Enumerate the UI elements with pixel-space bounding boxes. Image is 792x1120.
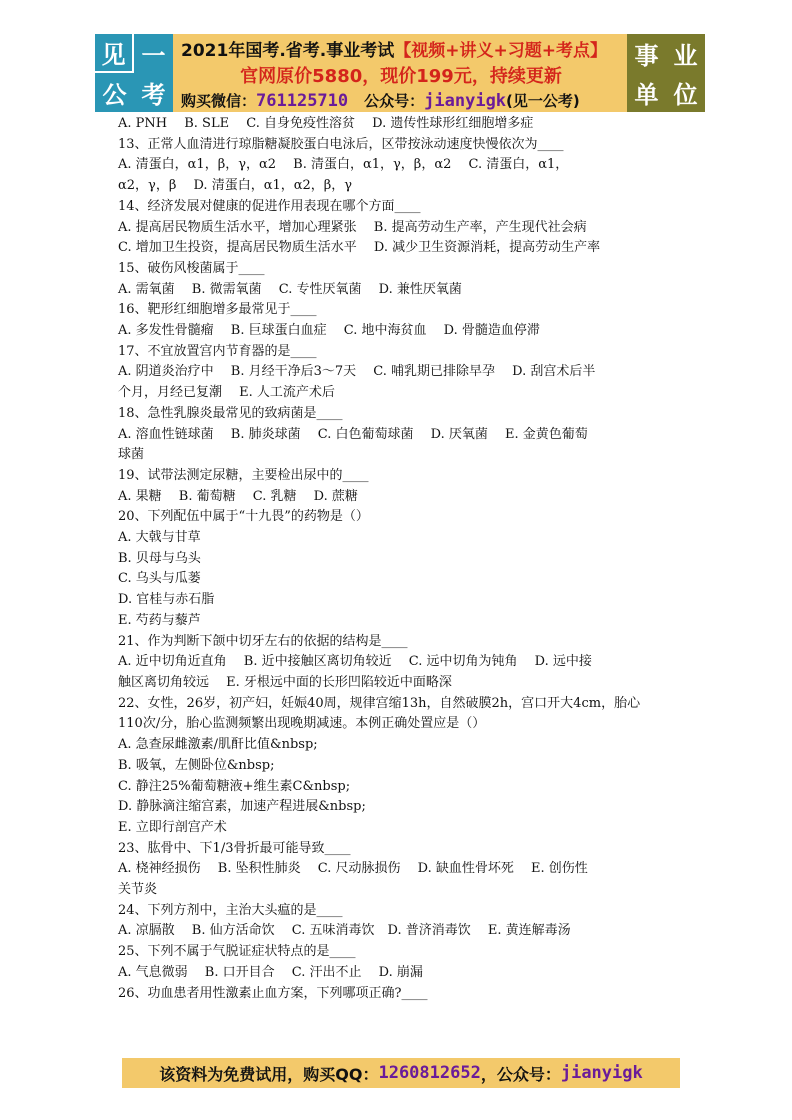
badge-char: 一 [141, 42, 166, 70]
question-stem: 15、破伤风梭菌属于____ [118, 260, 265, 276]
footer-gzh: jianyigk [560, 1063, 643, 1083]
question-stem: 13、正常人血清进行琼脂糖凝胶蛋白电泳后，区带按泳动速度快慢依次为____ [118, 136, 564, 152]
text-line: A. 气息微弱 B. 口开目合 C. 汗出不止 D. 崩漏 [118, 964, 423, 980]
text-line: A. 清蛋白，α1，β，γ，α2 B. 清蛋白，α1，γ，β，α2 C. 清蛋白，α1， [118, 157, 569, 173]
text-line: 个月，月经已复潮 E. 人工流产术后 [118, 385, 335, 401]
badge-char: 公 [102, 81, 127, 109]
footer-qq: 1260812652 [378, 1063, 481, 1083]
question-stem: 14、经济发展对健康的促进作用表现在哪个方面____ [118, 198, 421, 214]
question-stem: 18、急性乳腺炎最常见的致病菌是____ [118, 405, 343, 421]
question-stem: 21、作为判断下颌中切牙左右的依据的结构是____ [118, 633, 408, 649]
badge-char: 业 [673, 42, 698, 70]
text-line: A. 急查尿雌激素/肌酐比值&nbsp; [118, 737, 318, 753]
badge-char: 单 [634, 81, 659, 109]
promo-highlight: 【视频+讲义+习题+考点】 [394, 41, 607, 61]
question-stem: 24、下列方剂中，主治大头瘟的是____ [118, 902, 343, 918]
brand-badge-left [95, 34, 173, 112]
text-line: A. PNH B. SLE C. 自身免疫性溶贫 D. 遗传性球形红细胞增多症 [118, 116, 534, 131]
text-line: E. 立即行剖宫产术 [118, 819, 227, 835]
footer-banner [122, 1058, 680, 1088]
text-line: C. 静注25%葡萄糖液+维生素C&nbsp; [118, 778, 351, 794]
text-line: A. 阴道炎治疗中 B. 月经干净后3～7天 C. 哺乳期已排除早孕 D. 刮宫术后半 [118, 364, 596, 380]
question-stem: 22、女性，26岁，初产妇，妊娠40周，规律宫缩13h，自然破膜2h，宫口开大4cm，胎心 [118, 695, 641, 711]
text-line: A. 溶血性链球菌 B. 肺炎球菌 C. 白色葡萄球菌 D. 厌氧菌 E. 金黄色葡萄 [118, 426, 588, 442]
question-stem: 23、肱骨中、下1/3骨折最可能导致____ [118, 840, 351, 856]
badge-char: 见 [95, 34, 134, 73]
brand-badge-right [627, 34, 705, 112]
text-line: B. 吸氧，左侧卧位&nbsp; [118, 757, 275, 773]
question-stem: 17、不宜放置宫内节育器的是____ [118, 343, 317, 359]
question-stem: 26、功血患者用性激素止血方案，下列哪项正确?____ [118, 985, 428, 1001]
promo-line-1 [181, 36, 621, 61]
text-line: C. 增加卫生投资，提高居民物质生活水平 D. 减少卫生资源消耗，提高劳动生产率 [118, 240, 601, 256]
question-stem: 20、下列配伍中属于“十九畏”的药物是（） [118, 509, 369, 525]
badge-char: 考 [141, 81, 166, 109]
text-line: A. 提高居民物质生活水平，增加心理紧张 B. 提高劳动生产率，产生现代社会病 [118, 219, 587, 235]
promo-exam-title: 2021年国考.省考.事业考试 [181, 41, 395, 61]
header-banner [95, 34, 705, 112]
text-line: 球菌 [118, 447, 145, 463]
question-stem: 16、靶形红细胞增多最常见于____ [118, 302, 317, 318]
question-list [118, 114, 678, 1004]
text-line: 触区离切角较远 E. 牙根远中面的长形凹陷较近中面略深 [118, 674, 452, 690]
wechat-label: 购买微信： [181, 92, 257, 110]
text-line: B. 贝母与乌头 [118, 550, 201, 566]
text-line: A. 近中切角近直角 B. 近中接触区离切角较近 C. 远中切角为钝角 D. 远中接 [118, 654, 592, 670]
question-stem: 25、下列不属于气脱证症状特点的是____ [118, 944, 356, 960]
promo-contact [181, 90, 621, 111]
text-line: A. 大戟与甘草 [118, 530, 201, 546]
text-line: E. 芍药与藜芦 [118, 612, 201, 628]
gzh-label: 公众号： [364, 92, 425, 110]
text-line: D. 静脉滴注缩宫素，加速产程进展&nbsp; [118, 799, 366, 815]
footer-text: 该资料为免费试用，购买QQ： [159, 1064, 379, 1084]
footer-text-mid: ，公众号： [480, 1064, 561, 1084]
text-line: A. 桡神经损伤 B. 坠积性肺炎 C. 尺动脉损伤 D. 缺血性骨坏死 E. 创伤性 [118, 861, 588, 877]
gzh-suffix: (见一公考) [506, 92, 580, 110]
promo-text-block [173, 34, 627, 112]
badge-char: 位 [673, 81, 698, 109]
text-line: D. 官桂与赤石脂 [118, 592, 215, 608]
text-line: α2，γ，β D. 清蛋白，α1，α2，β，γ [118, 178, 353, 194]
badge-char: 事 [634, 42, 659, 70]
wechat-id: 761125710 [256, 91, 349, 111]
text-line: 110次/分，胎心监测频繁出现晚期减速。本例正确处置应是（） [118, 716, 486, 732]
text-line: C. 乌头与瓜蒌 [118, 571, 201, 587]
text-line: A. 需氧菌 B. 微需氧菌 C. 专性厌氧菌 D. 兼性厌氧菌 [118, 281, 462, 297]
text-line: 关节炎 [118, 882, 158, 898]
text-line: A. 果糖 B. 葡萄糖 C. 乳糖 D. 蔗糖 [118, 488, 358, 504]
text-line: A. 多发性骨髓瘤 B. 巨球蛋白血症 C. 地中海贫血 D. 骨髓造血停滞 [118, 323, 540, 339]
gzh-id: jianyigk [424, 91, 507, 111]
question-stem: 19、试带法测定尿糖，主要检出尿中的____ [118, 467, 369, 483]
promo-price: 官网原价5880，现价199元，持续更新 [240, 66, 562, 87]
text-line: A. 凉膈散 B. 仙方活命饮 C. 五味消毒饮 D. 普济消毒饮 E. 黄连解毒汤 [118, 923, 571, 939]
